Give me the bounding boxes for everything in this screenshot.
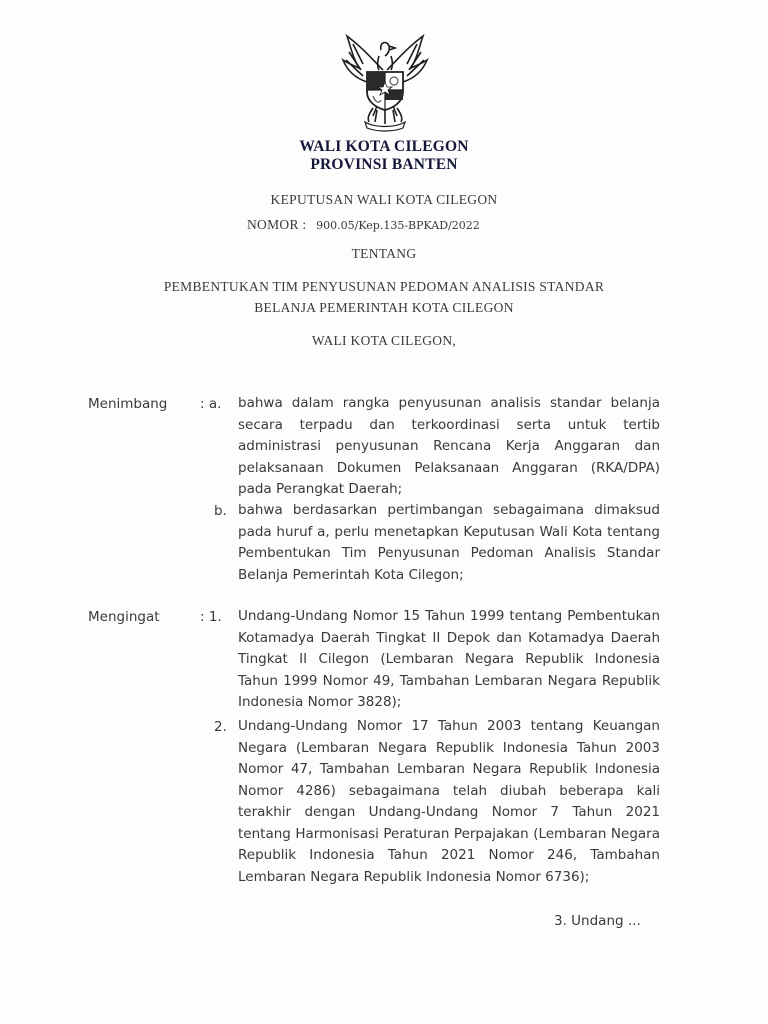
mengingat-label: Mengingat [88, 609, 160, 625]
mengingat-item-2: Undang-Undang Nomor 17 Tahun 2003 tentang Keuangan Negara (Lembaran Negara Republik Indonesia Tahun 2003 Nomor 47, Tambahan Lembaran Negara Republik Indonesia Nomor 4286) sebagaimana telah diubah beberapa kali terakhir dengan Undang-Undang Nomor 7 Tahun 2021 tentang Harmonisasi Peraturan Perpajakan (Lembaran Negara Republik Indonesia Tahun 2021 Nomor 246, Tambahan Lembaran Negara Republik Indonesia Nomor 6736); [238, 718, 660, 885]
menimbang-marker-b: b. [214, 503, 227, 519]
mengingat-item-1: Undang-Undang Nomor 15 Tahun 1999 tentang Pembentukan Kotamadya Daerah Tingkat II Depok dan Kotamadya Daerah Tingkat II Cilegon (Lembaran Negara Republik Indonesia Tahun 1999 Nomor 49, Tambahan Lembaran Negara Republik Indonesia Nomor 3828); [238, 608, 660, 710]
decree-number-row [247, 217, 480, 233]
subject-line-1: PEMBENTUKAN TIM PENYUSUNAN PEDOMAN ANALISIS STANDAR [163, 279, 605, 294]
subject-line-2: BELANJA PEMERINTAH KOTA CILEGON [254, 300, 514, 315]
issuer-heading: WALI KOTA CILEGON, [311, 333, 457, 348]
province-heading: PROVINSI BANTEN [310, 156, 458, 173]
decree-number-value: 900.05/Kep.135-BPKAD/2022 [316, 219, 480, 232]
continuation-marker: 3. Undang ... [554, 913, 641, 929]
menimbang-item-a: bahwa dalam rangka penyusunan analisis standar belanja secara terpadu dan terkoordinasi serta untuk tertib administrasi penyusunan Rencana Kerja Anggaran dan pelaksanaan Dokumen Pelaksanaan Anggaran (RKA/DPA) pada Perangkat Daerah; [238, 395, 660, 497]
menimbang-item-b: bahwa berdasarkan pertimbangan sebagaimana dimaksud pada huruf a, perlu menetapkan Keputusan Wali Kota tentang Pembentukan Tim Penyusunan Pedoman Analisis Standar Belanja Pemerintah Kota Cilegon; [238, 502, 660, 583]
decree-number-label: NOMOR : [247, 217, 307, 232]
mengingat-marker-2: 2. [214, 719, 227, 735]
menimbang-marker-a: : a. [200, 396, 222, 412]
menimbang-label: Menimbang [88, 396, 168, 412]
tentang-heading: TENTANG [351, 246, 417, 261]
decree-title: KEPUTUSAN WALI KOTA CILEGON [270, 192, 498, 207]
garuda-pancasila-emblem-icon [333, 30, 437, 134]
office-heading: WALI KOTA CILEGON [299, 138, 469, 155]
mengingat-marker-1: : 1. [200, 609, 222, 625]
